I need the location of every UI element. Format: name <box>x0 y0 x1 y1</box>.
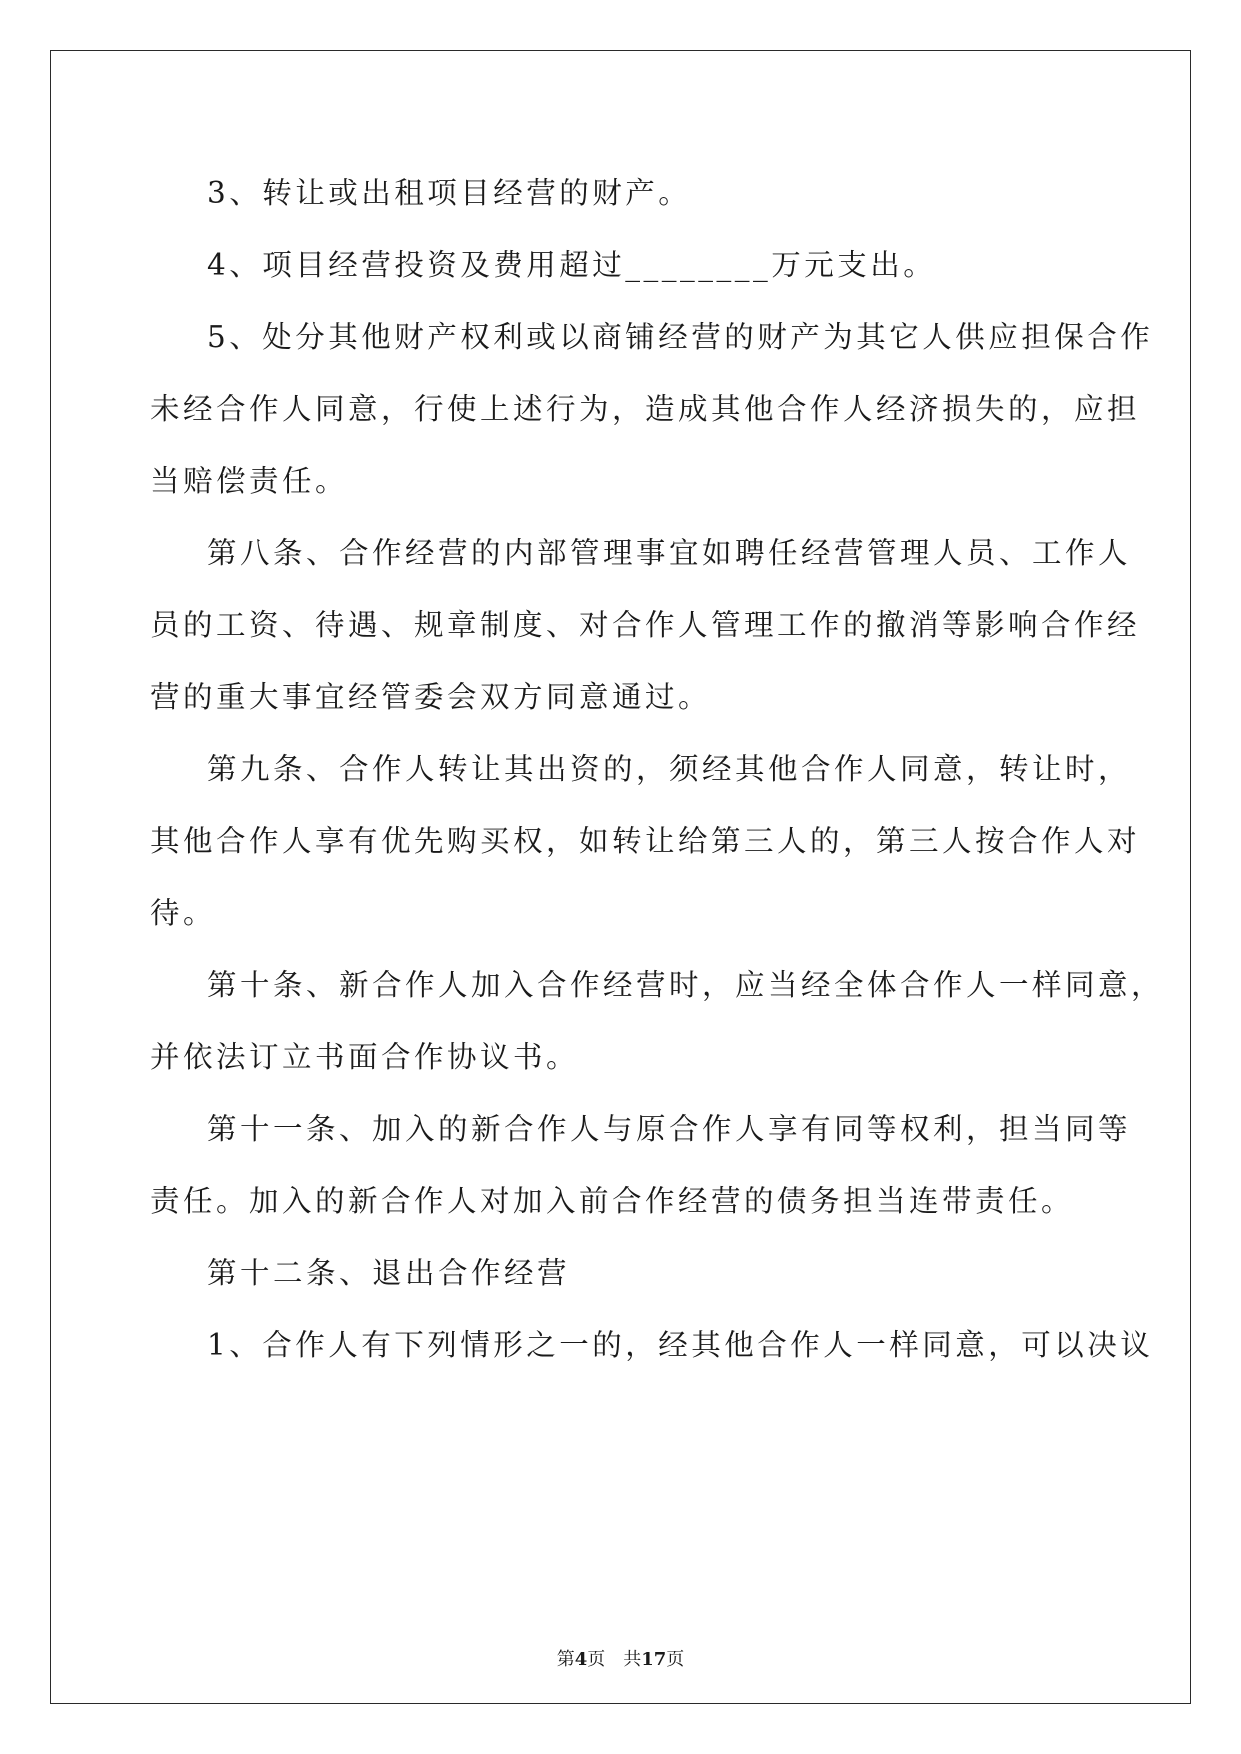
paragraph-line: 其他合作人享有优先购买权，如转让给第三人的，第三人按合作人对 <box>150 824 1141 858</box>
paragraph-line: 1、合作人有下列情形之一的，经其他合作人一样同意，可以决议 <box>207 1328 1154 1362</box>
paragraph-line: 责任。加入的新合作人对加入前合作经营的债务担当连带责任。 <box>150 1184 1075 1218</box>
total-prefix: 共 <box>623 1649 642 1670</box>
paragraph-line: 4、项目经营投资及费用超过________万元支出。 <box>207 248 937 282</box>
paragraph-line: 第十一条、加入的新合作人与原合作人享有同等权利，担当同等 <box>207 1112 1132 1146</box>
page-number: 4 <box>574 1649 588 1670</box>
paragraph-line: 第十条、新合作人加入合作经营时，应当经全体合作人一样同意， <box>207 968 1165 1002</box>
paragraph-line: 员的工资、待遇、规章制度、对合作人管理工作的撤消等影响合作经 <box>150 608 1141 642</box>
paragraph-line: 当赔偿责任。 <box>150 464 349 498</box>
paragraph-line: 营的重大事宜经管委会双方同意通过。 <box>150 680 712 714</box>
paragraph-line: 第八条、合作经营的内部管理事宜如聘任经营管理人员、工作人 <box>207 536 1132 570</box>
paragraph-line: 5、处分其他财产权利或以商铺经营的财产为其它人供应担保合作 <box>207 320 1154 354</box>
page-border <box>50 50 1191 1704</box>
paragraph-line: 待。 <box>150 896 217 930</box>
paragraph-line: 未经合作人同意，行使上述行为，造成其他合作人经济损失的，应担 <box>150 392 1141 426</box>
paragraph-line: 第九条、合作人转让其出资的，须经其他合作人同意，转让时， <box>207 752 1132 786</box>
page-footer <box>0 1648 1241 1672</box>
paragraph-line: 第十二条、退出合作经营 <box>207 1256 571 1290</box>
total-pages: 17 <box>641 1649 667 1670</box>
page-suffix: 页 <box>587 1649 606 1670</box>
paragraph-line: 并依法订立书面合作协议书。 <box>150 1040 580 1074</box>
page-prefix: 第 <box>556 1649 575 1670</box>
total-suffix: 页 <box>666 1649 685 1670</box>
paragraph-line: 3、转让或出租项目经营的财产。 <box>207 176 692 210</box>
